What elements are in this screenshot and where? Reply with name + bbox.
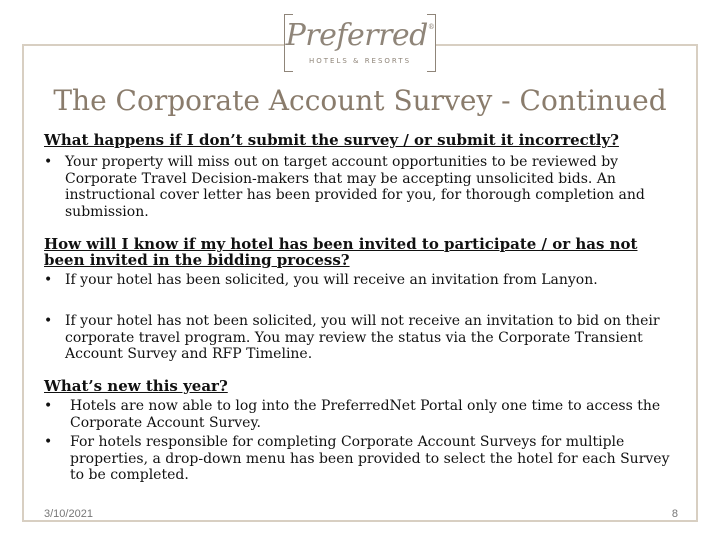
bullet-dot: • <box>44 154 53 170</box>
page-number: 8 <box>671 508 678 520</box>
footer-date: 3/10/2021 <box>44 508 93 520</box>
bullet-item <box>44 398 672 431</box>
question-heading: What happens if I don’t submit the survey / or submit it incorrectly? <box>44 131 619 149</box>
bullet-text: Hotels are now able to log into the PreferredNet Portal only one time to access the Corporate Account Survey. <box>70 398 661 431</box>
bullet-text: If your hotel has been solicited, you will receive an invitation from Lanyon. <box>65 272 598 288</box>
bullet-dot: • <box>44 398 53 414</box>
bullet-text: For hotels responsible for completing Corporate Account Surveys for multiple properties, a drop-down menu has been provided to select the hotel for each Survey to be completed. <box>70 434 670 483</box>
bullet-text: Your property will miss out on target account opportunities to be reviewed by Corporate Travel Decision-makers that may be accepting unsolicited bids. An instructional cover letter has been provided for you, for thorough completion and submission. <box>65 154 645 220</box>
question-heading: What’s new this year? <box>44 377 228 395</box>
bullet-dot: • <box>44 313 53 329</box>
logo-wordmark: Preferred® <box>285 18 435 53</box>
bullet-item <box>44 272 672 289</box>
slide-title: The Corporate Account Survey - Continued <box>53 84 667 117</box>
logo-subtitle: HOTELS & RESORTS <box>308 57 412 65</box>
bullet-item <box>44 154 672 220</box>
bullet-item <box>44 434 672 484</box>
bullet-text: If your hotel has not been solicited, you will not receive an invitation to bid on their corporate travel program. You may review the status via the Corporate Transient Account Survey and RFP Timeline. <box>65 313 660 362</box>
bullet-item <box>44 313 672 363</box>
preferred-logo <box>284 14 436 74</box>
bullet-dot: • <box>44 272 53 288</box>
bullet-dot: • <box>44 434 53 450</box>
question-heading: How will I know if my hotel has been invited to participate / or has not been invited in the bidding process? <box>44 235 638 269</box>
